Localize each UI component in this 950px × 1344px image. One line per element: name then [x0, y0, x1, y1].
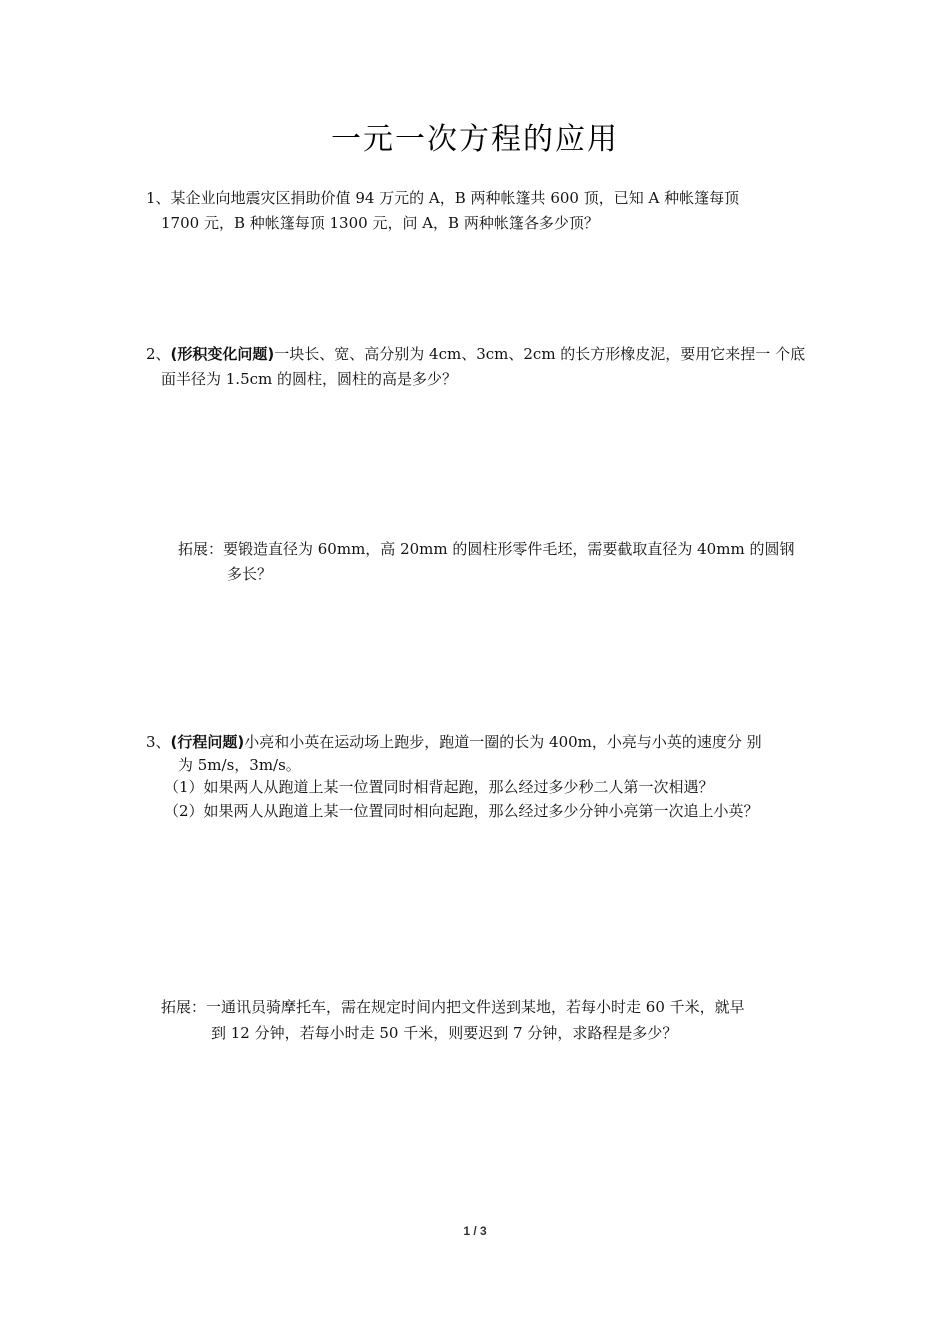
problem-2-extension-line-2: 多长？	[227, 565, 273, 583]
problem-2-text: 一块长、宽、高分别为 4cm、3cm、2cm 的长方形橡皮泥，要用它来捏一 个底	[274, 345, 806, 363]
problem-1-line-1: 1、某企业向地震灾区捐助价值 94 万元的 A，B 两种帐篷共 600 顶，已知 A 种帐篷每顶	[146, 189, 740, 207]
problem-3-text: 小亮和小英在运动场上跑步，跑道一圈的长为 400m，小亮与小英的速度分 别	[244, 733, 762, 751]
problem-3-tag: (行程问题)	[170, 733, 245, 751]
page-number: 1 / 3	[463, 1224, 487, 1238]
problem-1-line-2: 1700 元，B 种帐篷每顶 1300 元，问 A，B 两种帐篷各多少顶？	[161, 214, 599, 232]
problem-3-subquestion-2: （2）如果两人从跑道上某一位置同时相向起跑，那么经过多少分钟小亮第一次追上小英？	[164, 802, 759, 820]
problem-2-number: 2、	[146, 345, 171, 363]
problem-3-extension-line-2: 到 12 分钟，若每小时走 50 千米，则要迟到 7 分钟，求路程是多少？	[211, 1024, 678, 1042]
problem-3-line-1	[146, 731, 762, 753]
problem-2-tag: (形积变化问题)	[170, 345, 275, 363]
problem-3-line-2: 为 5m/s，3m/s。	[178, 756, 301, 774]
problem-3-subquestion-1: （1）如果两人从跑道上某一位置同时相背起跑，那么经过多少秒二人第一次相遇？	[164, 778, 714, 796]
document-title: 一元一次方程的应用	[331, 122, 619, 157]
problem-3-number: 3、	[146, 733, 171, 751]
problem-2-line-2: 面半径为 1.5cm 的圆柱，圆柱的高是多少？	[161, 370, 458, 388]
problem-2-line-1	[146, 343, 805, 365]
problem-3-extension-line-1: 拓展：一通讯员骑摩托车，需在规定时间内把文件送到某地，若每小时走 60 千米，就早	[161, 998, 745, 1016]
problem-2-extension-line-1: 拓展：要锻造直径为 60mm，高 20mm 的圆柱形零件毛坯，需要截取直径为 40mm 的圆钢	[178, 540, 795, 558]
